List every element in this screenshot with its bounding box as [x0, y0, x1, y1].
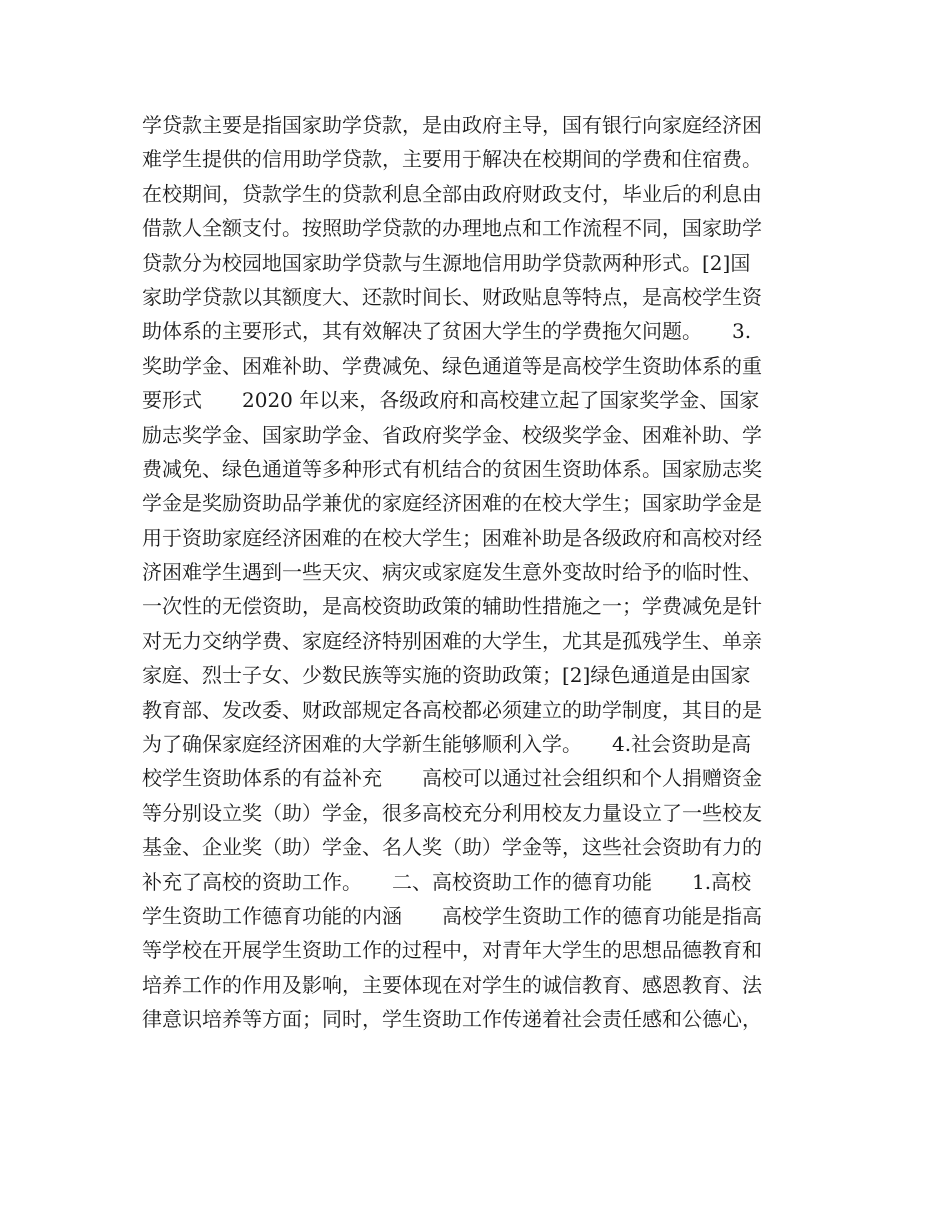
text-line: 一次性的无偿资助，是高校资助政策的辅助性措施之一；学费减免是针: [142, 594, 762, 619]
text-line: 助体系的主要形式，其有效解决了贫困大学生的学费拖欠问题。 3.: [142, 319, 752, 344]
text-line: 家助学贷款以其额度大、还款时间长、财政贴息等特点，是高校学生资: [142, 284, 762, 309]
text-line: 学生资助工作德育功能的内涵 高校学生资助工作的德育功能是指高: [142, 903, 762, 928]
text-line: 奖助学金、困难补助、学费减免、绿色通道等是高校学生资助体系的重: [142, 353, 762, 378]
text-line: 借款人全额支付。按照助学贷款的办理地点和工作流程不同，国家助学: [142, 216, 762, 241]
text-line: 等分别设立奖（助）学金，很多高校充分利用校友力量设立了一些校友: [142, 800, 762, 825]
text-line: 贷款分为校园地国家助学贷款与生源地信用助学贷款两种形式。[2]国: [142, 250, 751, 275]
text-line: 家庭、烈士子女、少数民族等实施的资助政策；[2]绿色通道是由国家: [142, 663, 751, 688]
text-line: 要形式 2020 年以来，各级政府和高校建立起了国家奖学金、国家: [142, 388, 760, 413]
text-line: 等学校在开展学生资助工作的过程中，对青年大学生的思想品德教育和: [142, 938, 762, 963]
text-line: 律意识培养等方面；同时，学生资助工作传递着社会责任感和公德心，: [142, 1007, 762, 1032]
text-line: 难学生提供的信用助学贷款，主要用于解决在校期间的学费和住宿费。: [142, 147, 762, 172]
body-text: [142, 108, 822, 1037]
text-line: 费减免、绿色通道等多种形式有机结合的贫困生资助体系。国家励志奖: [142, 456, 762, 481]
text-line: 济困难学生遇到一些天灾、病灾或家庭发生意外变故时给予的临时性、: [142, 560, 762, 585]
text-line: 在校期间，贷款学生的贷款利息全部由政府财政支付，毕业后的利息由: [142, 181, 762, 206]
text-line: 为了确保家庭经济困难的大学新生能够顺利入学。 4.社会资助是高: [142, 732, 752, 757]
text-line: 培养工作的作用及影响，主要体现在对学生的诚信教育、感恩教育、法: [142, 972, 762, 997]
text-line: 学金是奖励资助品学兼优的家庭经济困难的在校大学生；国家助学金是: [142, 491, 762, 516]
text-line: 校学生资助体系的有益补充 高校可以通过社会组织和个人捐赠资金: [142, 766, 762, 791]
text-line: 教育部、发改委、财政部规定各高校都必须建立的助学制度，其目的是: [142, 697, 762, 722]
text-line: 对无力交纳学费、家庭经济特别困难的大学生，尤其是孤残学生、单亲: [142, 628, 762, 653]
text-line: 学贷款主要是指国家助学贷款，是由政府主导，国有银行向家庭经济困: [142, 113, 762, 137]
text-line: 励志奖学金、国家助学金、省政府奖学金、校级奖学金、困难补助、学: [142, 422, 762, 447]
text-line: 补充了高校的资助工作。 二、高校资助工作的德育功能 1.高校: [142, 869, 752, 894]
text-line: 用于资助家庭经济困难的在校大学生；困难补助是各级政府和高校对经: [142, 525, 762, 550]
text-line: 基金、企业奖（助）学金、名人奖（助）学金等，这些社会资助有力的: [142, 835, 762, 860]
